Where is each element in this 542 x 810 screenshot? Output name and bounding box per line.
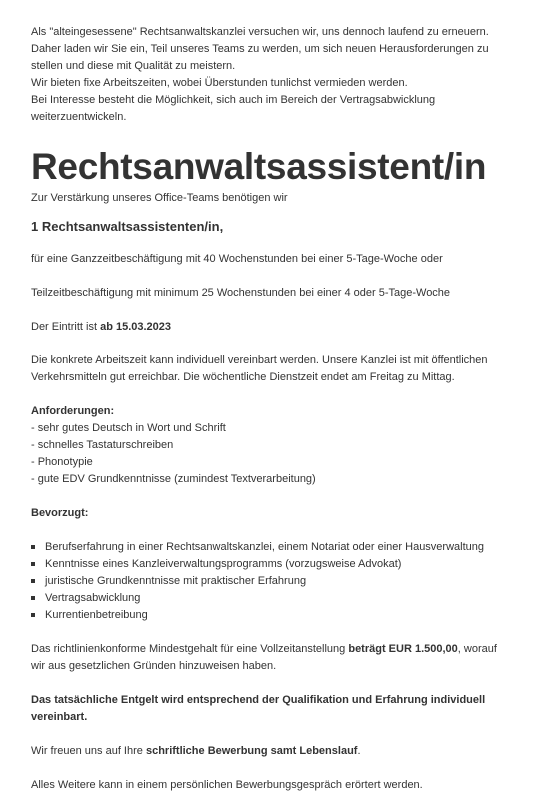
list-item-text: Vertragsabwicklung	[45, 592, 141, 604]
closing-text: Alles Weitere kann in einem persönlichen Bewerbungsgespräch erörtert werden.	[31, 779, 423, 791]
list-item: - gute EDV Grundkenntnisse (zumindest Textverarbeitung)	[31, 473, 316, 485]
salary-text-end: , worauf	[457, 643, 497, 655]
bullet-icon	[31, 613, 35, 617]
list-item-text: Kurrentienbetreibung	[45, 609, 148, 621]
salary-line	[31, 641, 520, 658]
salary-line: wir aus gesetzlichen Gründen hinzuweisen haben.	[31, 660, 277, 672]
parttime-text: Teilzeitbeschäftigung mit minimum 25 Wochenstunden bei einer 4 oder 5-Tage-Woche	[31, 287, 451, 299]
worktime-line: Die konkrete Arbeitszeit kann individuell vereinbart werden. Unsere Kanzlei ist mit öffentlichen	[31, 354, 488, 366]
start-date-text	[31, 319, 520, 336]
requirements-heading	[31, 403, 520, 420]
application-bold: schriftliche Bewerbung samt Lebenslauf	[145, 745, 358, 757]
preferred-heading	[31, 505, 520, 522]
intro-line: Wir bieten fixe Arbeitszeiten, wobei Überstunden tunlichst vermieden werden.	[31, 77, 408, 89]
intro-line: weiterzuentwickeln.	[31, 111, 127, 123]
intro-line: Daher laden wir Sie ein, Teil unseres Teams zu werden, um sich neuen Herausforderungen zu	[31, 43, 489, 55]
requirements-section	[31, 403, 520, 488]
page-title: Rechtsanwaltsassistent/in	[31, 146, 487, 187]
preferred-heading-text: Bevorzugt:	[31, 507, 89, 519]
actual-pay-paragraph	[31, 692, 520, 726]
list-item	[45, 573, 520, 590]
bullet-icon	[31, 579, 35, 583]
position-heading: 1 Rechtsanwaltsassistenten/in,	[31, 219, 224, 234]
list-item: - Phonotypie	[31, 456, 93, 468]
intro-line: stellen und diese mit Qualität zu meistern.	[31, 60, 236, 72]
start-date: ab 15.03.2023	[100, 321, 172, 333]
list-item	[45, 590, 520, 607]
actual-pay-line: Das tatsächliche Entgelt wird entsprechend der Qualifikation und Erfahrung individuell	[31, 694, 486, 706]
list-item-text: Kenntnisse eines Kanzleiverwaltungsprogramms (vorzugsweise Advokat)	[45, 558, 402, 570]
application-suffix: .	[357, 745, 361, 757]
list-item: - schnelles Tastaturschreiben	[31, 439, 174, 451]
requirements-list	[31, 420, 520, 488]
intro-line: Als "alteingesessene" Rechtsanwaltskanzlei versuchen wir, uns dennoch laufend zu erneuern.	[31, 26, 489, 38]
list-item-text: Berufserfahrung in einer Rechtsanwaltskanzlei, einem Notariat oder einer Hausverwaltung	[45, 541, 485, 553]
subline: Zur Verstärkung unseres Office-Teams benötigen wir	[31, 192, 288, 204]
requirements-heading-text: Anforderungen:	[31, 405, 115, 417]
intro-paragraph	[31, 24, 520, 126]
salary-amount: beträgt EUR 1.500,00	[348, 643, 458, 655]
bullet-icon	[31, 545, 35, 549]
application-text	[31, 743, 520, 760]
list-item	[45, 539, 520, 556]
list-item: - sehr gutes Deutsch in Wort und Schrift	[31, 422, 226, 434]
list-item-text: juristische Grundkenntnisse mit praktischer Erfahrung	[45, 575, 307, 587]
bullet-icon	[31, 596, 35, 600]
list-item	[45, 607, 520, 624]
list-item	[45, 556, 520, 573]
start-prefix: Der Eintritt ist	[31, 321, 101, 333]
worktime-line: Verkehrsmitteln gut erreichbar. Die wöchentliche Dienstzeit endet am Freitag zu Mittag.	[31, 371, 455, 383]
fulltime-text: für eine Ganzzeitbeschäftigung mit 40 Wochenstunden bei einer 5-Tage-Woche oder	[31, 253, 443, 265]
salary-paragraph	[31, 641, 520, 675]
application-prefix: Wir freuen uns auf Ihre	[31, 745, 146, 757]
salary-text: Das richtlinienkonforme Mindestgehalt für eine Vollzeitanstellung	[31, 643, 349, 655]
bullet-icon	[31, 562, 35, 566]
intro-line: Bei Interesse besteht die Möglichkeit, sich auch im Bereich der Vertragsabwicklung	[31, 94, 436, 106]
worktime-paragraph	[31, 352, 520, 386]
actual-pay-line: vereinbart.	[31, 711, 88, 723]
preferred-list	[31, 539, 520, 624]
